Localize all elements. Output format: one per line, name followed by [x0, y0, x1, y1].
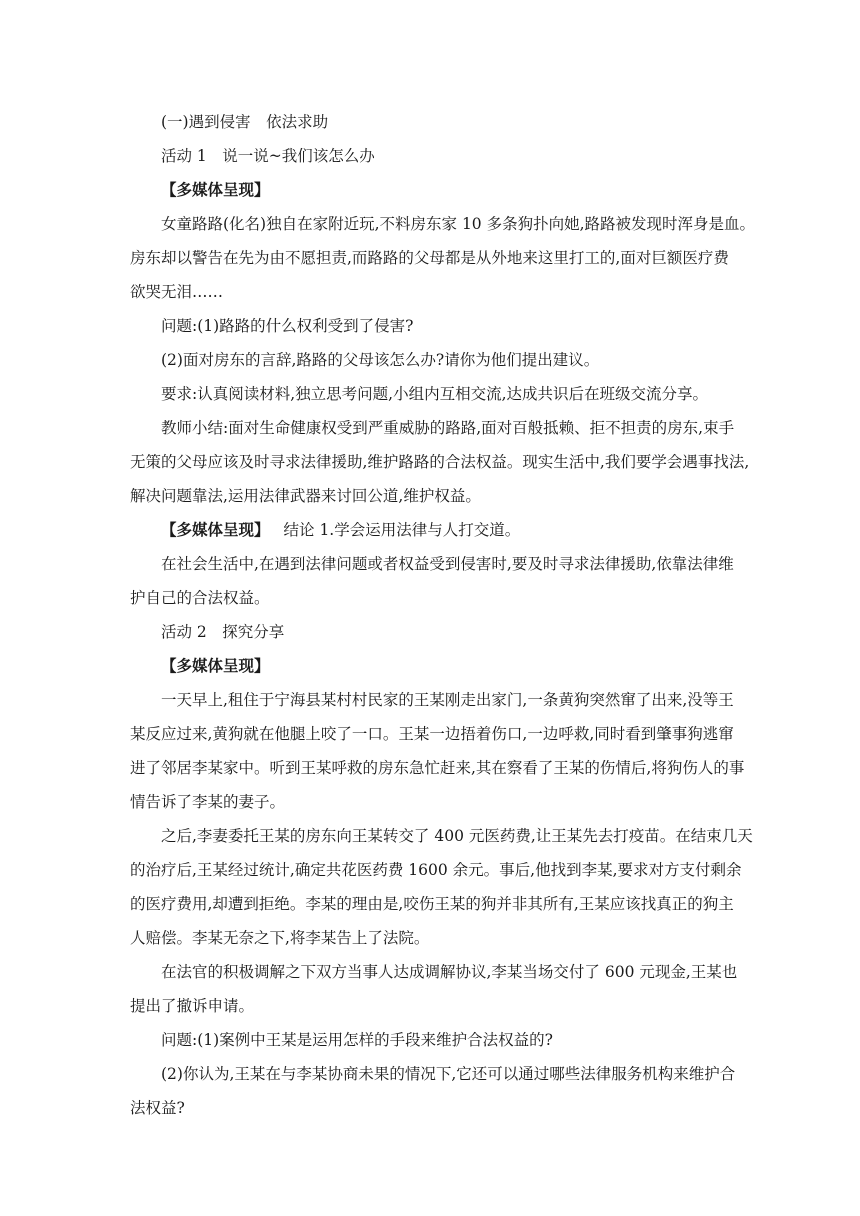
- conclusion-1-text-line: 在社会生活中,在遇到法律问题或者权益受到侵害时,要及时寻求法律援助,依靠法律维: [161, 555, 734, 573]
- activity-1-heading: 活动 1 说一说~我们该怎么办: [161, 147, 375, 165]
- story2-line: 人赔偿。李某无奈之下,将李某告上了法院。: [130, 929, 430, 947]
- question-1-2: (2)面对房东的言辞,路路的父母该怎么办?请你为他们提出建议。: [161, 351, 600, 369]
- section-heading: (一)遇到侵害 依法求助: [161, 113, 329, 131]
- question-2-2-line: 法权益?: [130, 1099, 185, 1117]
- activity-2-heading: 活动 2 探究分享: [161, 623, 285, 641]
- question-2-2-line: (2)你认为,王某在与李某协商未果的情况下,它还可以通过哪些法律服务机构来维护合: [161, 1065, 736, 1083]
- story2-line: 在法官的积极调解之下双方当事人达成调解协议,李某当场交付了 600 元现金,王某也: [161, 963, 738, 981]
- teacher-summary-line: 解决问题靠法,运用法律武器来讨回公道,维护权益。: [130, 487, 481, 505]
- story2-line: 之后,李妻委托王某的房东向王某转交了 400 元医药费,让王某先去打疫苗。在结束几天: [161, 827, 753, 845]
- story2-line: 情告诉了李某的妻子。: [130, 793, 286, 811]
- question-2-1: 问题:(1)案例中王某是运用怎样的手段来维护合法权益的?: [161, 1031, 553, 1049]
- story2-line: 进了邻居李某家中。听到王某呼救的房东急忙赶来,其在察看了王某的伤情后,将狗伤人的事: [130, 759, 745, 777]
- media-label: 【多媒体呈现】: [161, 657, 270, 675]
- media-label: 【多媒体呈现】: [161, 521, 270, 539]
- requirement: 要求:认真阅读材料,独立思考问题,小组内互相交流,达成共识后在班级交流分享。: [161, 385, 709, 403]
- teacher-summary-line: 无策的父母应该及时寻求法律援助,维护路路的合法权益。现实生活中,我们要学会遇事找法,: [130, 453, 750, 471]
- story2-line: 一天早上,租住于宁海县某村村民家的王某刚走出家门,一条黄狗突然窜了出来,没等王: [161, 691, 734, 709]
- teacher-summary-line: 教师小结:面对生命健康权受到严重威胁的路路,面对百般抵赖、拒不担责的房东,束手: [161, 419, 735, 437]
- story2-line: 某反应过来,黄狗就在他腿上咬了一口。王某一边捂着伤口,一边呼救,同时看到肇事狗逃窜: [130, 725, 734, 743]
- story1-line: 欲哭无泪……: [130, 283, 224, 301]
- conclusion-1-text-line: 护自己的合法权益。: [130, 589, 270, 607]
- question-1-1: 问题:(1)路路的什么权利受到了侵害?: [161, 317, 414, 335]
- conclusion-1-row: [130, 520, 520, 540]
- story2-line: 的医疗费用,却遭到拒绝。李某的理由是,咬伤王某的狗并非其所有,王某应该找真正的狗主: [130, 895, 734, 913]
- conclusion-1: 结论 1.学会运用法律与人打交道。: [283, 521, 521, 539]
- story1-line: 房东却以警告在先为由不愿担责,而路路的父母都是从外地来这里打工的,面对巨额医疗费: [130, 249, 729, 267]
- story2-line: 的治疗后,王某经过统计,确定共花医药费 1600 余元。事后,他找到李某,要求对方支付剩余: [130, 861, 742, 879]
- story2-line: 提出了撤诉申请。: [130, 997, 255, 1015]
- media-label: 【多媒体呈现】: [161, 181, 270, 199]
- story1-line: 女童路路(化名)独自在家附近玩,不料房东家 10 多条狗扑向她,路路被发现时浑身是血。: [161, 215, 756, 233]
